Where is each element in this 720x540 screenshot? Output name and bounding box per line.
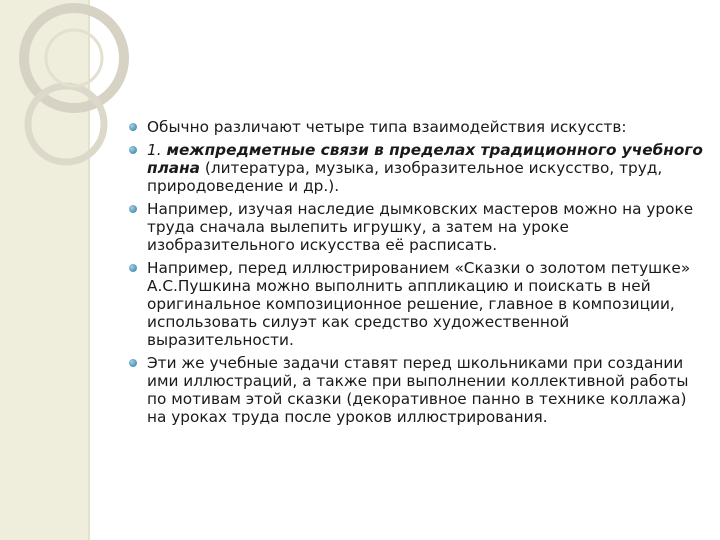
- bullet-item: [127, 259, 707, 349]
- bullet-item: [127, 118, 707, 136]
- bullet-item: [127, 141, 707, 195]
- decorative-circle-inner: [46, 30, 102, 86]
- bullet-circle-icon: [129, 264, 137, 272]
- bullet-emphasis: межпредметные связи в пределах традиционного учебного плана: [147, 141, 703, 177]
- bullet-text: Эти же учебные задачи ставят перед школьниками при создании ими иллюстраций, а также при выполнении коллективной работы по мотивам этой сказки (декоративное панно в технике коллажа) на уроках труда после уроков иллюстрирования.: [147, 354, 689, 426]
- bullet-number: 1.: [147, 141, 162, 159]
- bullet-circle-icon: [129, 146, 137, 154]
- bullet-item: [127, 354, 707, 426]
- bullet-circle-icon: [129, 205, 137, 213]
- bullet-circle-icon: [129, 359, 137, 367]
- bullet-circle-icon: [129, 123, 137, 131]
- bullet-text: Обычно различают четыре типа взаимодействия искусств:: [147, 118, 627, 136]
- bullet-text: Например, изучая наследие дымковских мастеров можно на уроке труда сначала вылепить игрушку, а затем на уроке изобразительного искусства её расписать.: [147, 200, 694, 254]
- bullet-text: Например, перед иллюстрированием «Сказки о золотом петушке» А.С.Пушкина можно выполнить аппликацию и поискать в ней оригинальное композиционное решение, главное в композиции, использовать силуэт как средство художественной выразительности.: [147, 259, 691, 349]
- bullet-item: [127, 200, 707, 254]
- bullet-text: (литература, музыка, изобразительное искусство, труд, природоведение и др.).: [147, 159, 663, 195]
- decorative-circle-small: [28, 86, 104, 162]
- bullet-list: [127, 118, 707, 426]
- content-area: [127, 118, 707, 431]
